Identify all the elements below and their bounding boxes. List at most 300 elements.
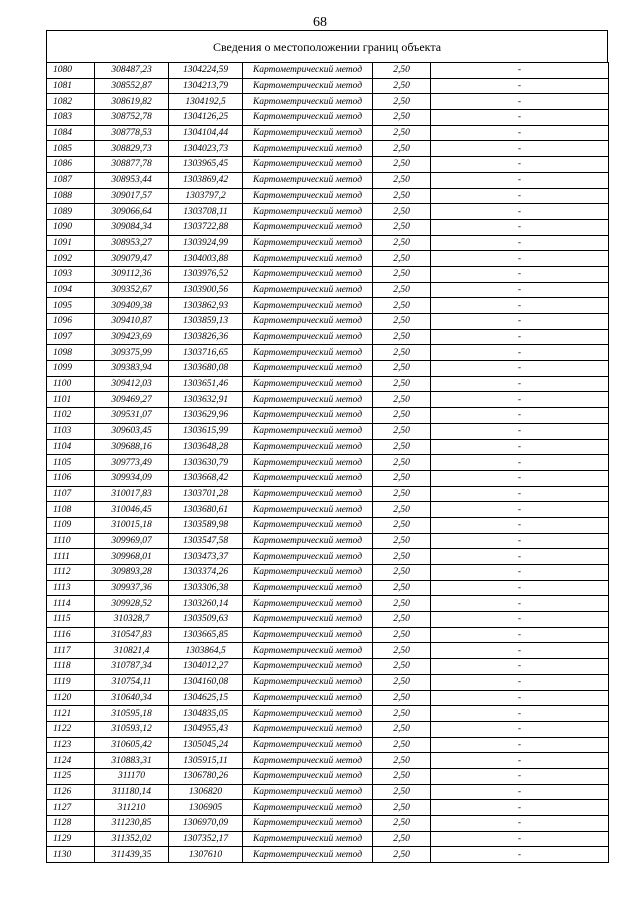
description-cell: - [431, 298, 609, 314]
accuracy-cell: 2,50 [373, 800, 431, 816]
y-coordinate-cell: 1303859,13 [169, 314, 243, 330]
table-row [47, 423, 609, 439]
y-coordinate-cell: 1304023,73 [169, 141, 243, 157]
accuracy-cell: 2,50 [373, 753, 431, 769]
description-cell: - [431, 800, 609, 816]
page-number: 68 [313, 15, 327, 30]
y-coordinate-cell: 1303629,96 [169, 408, 243, 424]
table-row [47, 282, 609, 298]
method-cell: Картометрический метод [243, 706, 373, 722]
point-number-cell: 1084 [47, 125, 95, 141]
table-row [47, 768, 609, 784]
accuracy-cell: 2,50 [373, 204, 431, 220]
table-row [47, 784, 609, 800]
accuracy-cell: 2,50 [373, 470, 431, 486]
method-cell: Картометрический метод [243, 172, 373, 188]
table-row [47, 376, 609, 392]
point-number-cell: 1101 [47, 392, 95, 408]
description-cell: - [431, 565, 609, 581]
description-cell: - [431, 659, 609, 675]
method-cell: Картометрический метод [243, 690, 373, 706]
y-coordinate-cell: 1304012,27 [169, 659, 243, 675]
y-coordinate-cell: 1305045,24 [169, 737, 243, 753]
table-row [47, 188, 609, 204]
accuracy-cell: 2,50 [373, 455, 431, 471]
method-cell: Картометрический метод [243, 439, 373, 455]
y-coordinate-cell: 1303976,52 [169, 266, 243, 282]
description-cell: - [431, 847, 609, 863]
table-row [47, 219, 609, 235]
accuracy-cell: 2,50 [373, 847, 431, 863]
x-coordinate-cell: 309968,01 [95, 549, 169, 565]
point-number-cell: 1130 [47, 847, 95, 863]
description-cell: - [431, 816, 609, 832]
method-cell: Картометрический метод [243, 486, 373, 502]
method-cell: Картометрический метод [243, 565, 373, 581]
description-cell: - [431, 470, 609, 486]
x-coordinate-cell: 310017,83 [95, 486, 169, 502]
y-coordinate-cell: 1303632,91 [169, 392, 243, 408]
table-row [47, 172, 609, 188]
x-coordinate-cell: 309375,99 [95, 345, 169, 361]
x-coordinate-cell: 310015,18 [95, 517, 169, 533]
x-coordinate-cell: 309969,07 [95, 533, 169, 549]
accuracy-cell: 2,50 [373, 784, 431, 800]
point-number-cell: 1094 [47, 282, 95, 298]
description-cell: - [431, 392, 609, 408]
accuracy-cell: 2,50 [373, 533, 431, 549]
accuracy-cell: 2,50 [373, 549, 431, 565]
x-coordinate-cell: 308619,82 [95, 94, 169, 110]
description-cell: - [431, 706, 609, 722]
x-coordinate-cell: 309934,09 [95, 470, 169, 486]
table-body [47, 63, 609, 863]
accuracy-cell: 2,50 [373, 565, 431, 581]
table-row [47, 110, 609, 126]
point-number-cell: 1120 [47, 690, 95, 706]
y-coordinate-cell: 1304625,15 [169, 690, 243, 706]
point-number-cell: 1104 [47, 439, 95, 455]
table-row [47, 690, 609, 706]
x-coordinate-cell: 311439,35 [95, 847, 169, 863]
x-coordinate-cell: 308487,23 [95, 63, 169, 79]
accuracy-cell: 2,50 [373, 78, 431, 94]
method-cell: Картометрический метод [243, 674, 373, 690]
point-number-cell: 1126 [47, 784, 95, 800]
point-number-cell: 1121 [47, 706, 95, 722]
table-row [47, 737, 609, 753]
table-row [47, 847, 609, 863]
description-cell: - [431, 753, 609, 769]
x-coordinate-cell: 310605,42 [95, 737, 169, 753]
x-coordinate-cell: 309352,67 [95, 282, 169, 298]
accuracy-cell: 2,50 [373, 816, 431, 832]
y-coordinate-cell: 1303965,45 [169, 157, 243, 173]
description-cell: - [431, 784, 609, 800]
point-number-cell: 1105 [47, 455, 95, 471]
accuracy-cell: 2,50 [373, 63, 431, 79]
y-coordinate-cell: 1303869,42 [169, 172, 243, 188]
x-coordinate-cell: 309412,03 [95, 376, 169, 392]
accuracy-cell: 2,50 [373, 721, 431, 737]
y-coordinate-cell: 1303306,38 [169, 580, 243, 596]
y-coordinate-cell: 1303708,11 [169, 204, 243, 220]
y-coordinate-cell: 1304192,5 [169, 94, 243, 110]
point-number-cell: 1096 [47, 314, 95, 330]
x-coordinate-cell: 311180,14 [95, 784, 169, 800]
table-row [47, 517, 609, 533]
point-number-cell: 1093 [47, 266, 95, 282]
table-row [47, 266, 609, 282]
table-row [47, 831, 609, 847]
point-number-cell: 1110 [47, 533, 95, 549]
method-cell: Картометрический метод [243, 549, 373, 565]
description-cell: - [431, 125, 609, 141]
table-row [47, 502, 609, 518]
table-row [47, 157, 609, 173]
point-number-cell: 1119 [47, 674, 95, 690]
x-coordinate-cell: 309928,52 [95, 596, 169, 612]
y-coordinate-cell: 1306970,09 [169, 816, 243, 832]
x-coordinate-cell: 308552,87 [95, 78, 169, 94]
boundary-table-container [46, 30, 608, 863]
method-cell: Картометрический метод [243, 800, 373, 816]
accuracy-cell: 2,50 [373, 408, 431, 424]
point-number-cell: 1100 [47, 376, 95, 392]
x-coordinate-cell: 310883,31 [95, 753, 169, 769]
table-row [47, 580, 609, 596]
table-row [47, 627, 609, 643]
method-cell: Картометрический метод [243, 329, 373, 345]
accuracy-cell: 2,50 [373, 627, 431, 643]
accuracy-cell: 2,50 [373, 612, 431, 628]
table-row [47, 125, 609, 141]
accuracy-cell: 2,50 [373, 423, 431, 439]
description-cell: - [431, 502, 609, 518]
method-cell: Картометрический метод [243, 235, 373, 251]
y-coordinate-cell: 1306905 [169, 800, 243, 816]
description-cell: - [431, 549, 609, 565]
x-coordinate-cell: 309531,07 [95, 408, 169, 424]
table-row [47, 361, 609, 377]
accuracy-cell: 2,50 [373, 298, 431, 314]
table-row [47, 659, 609, 675]
table-row [47, 345, 609, 361]
accuracy-cell: 2,50 [373, 172, 431, 188]
method-cell: Картометрический метод [243, 345, 373, 361]
x-coordinate-cell: 310046,45 [95, 502, 169, 518]
point-number-cell: 1082 [47, 94, 95, 110]
point-number-cell: 1091 [47, 235, 95, 251]
accuracy-cell: 2,50 [373, 345, 431, 361]
x-coordinate-cell: 308829,73 [95, 141, 169, 157]
description-cell: - [431, 172, 609, 188]
y-coordinate-cell: 1303826,36 [169, 329, 243, 345]
point-number-cell: 1125 [47, 768, 95, 784]
point-number-cell: 1122 [47, 721, 95, 737]
accuracy-cell: 2,50 [373, 831, 431, 847]
method-cell: Картометрический метод [243, 831, 373, 847]
point-number-cell: 1086 [47, 157, 95, 173]
accuracy-cell: 2,50 [373, 737, 431, 753]
point-number-cell: 1111 [47, 549, 95, 565]
accuracy-cell: 2,50 [373, 110, 431, 126]
point-number-cell: 1109 [47, 517, 95, 533]
y-coordinate-cell: 1303797,2 [169, 188, 243, 204]
method-cell: Картометрический метод [243, 141, 373, 157]
x-coordinate-cell: 311352,02 [95, 831, 169, 847]
table-row [47, 674, 609, 690]
point-number-cell: 1089 [47, 204, 95, 220]
description-cell: - [431, 94, 609, 110]
point-number-cell: 1117 [47, 643, 95, 659]
y-coordinate-cell: 1303900,56 [169, 282, 243, 298]
point-number-cell: 1115 [47, 612, 95, 628]
method-cell: Картометрический метод [243, 204, 373, 220]
table-row [47, 298, 609, 314]
description-cell: - [431, 408, 609, 424]
description-cell: - [431, 517, 609, 533]
y-coordinate-cell: 1303473,37 [169, 549, 243, 565]
x-coordinate-cell: 310595,18 [95, 706, 169, 722]
point-number-cell: 1102 [47, 408, 95, 424]
y-coordinate-cell: 1304160,08 [169, 674, 243, 690]
description-cell: - [431, 580, 609, 596]
y-coordinate-cell: 1303547,58 [169, 533, 243, 549]
table-row [47, 141, 609, 157]
point-number-cell: 1088 [47, 188, 95, 204]
point-number-cell: 1108 [47, 502, 95, 518]
description-cell: - [431, 345, 609, 361]
point-number-cell: 1085 [47, 141, 95, 157]
method-cell: Картометрический метод [243, 533, 373, 549]
method-cell: Картометрический метод [243, 816, 373, 832]
y-coordinate-cell: 1303668,42 [169, 470, 243, 486]
description-cell: - [431, 768, 609, 784]
method-cell: Картометрический метод [243, 847, 373, 863]
x-coordinate-cell: 310593,12 [95, 721, 169, 737]
point-number-cell: 1127 [47, 800, 95, 816]
accuracy-cell: 2,50 [373, 188, 431, 204]
method-cell: Картометрический метод [243, 502, 373, 518]
accuracy-cell: 2,50 [373, 596, 431, 612]
accuracy-cell: 2,50 [373, 125, 431, 141]
description-cell: - [431, 643, 609, 659]
description-cell: - [431, 204, 609, 220]
method-cell: Картометрический метод [243, 78, 373, 94]
point-number-cell: 1095 [47, 298, 95, 314]
table-row [47, 78, 609, 94]
y-coordinate-cell: 1304835,05 [169, 706, 243, 722]
y-coordinate-cell: 1303680,08 [169, 361, 243, 377]
description-cell: - [431, 219, 609, 235]
method-cell: Картометрический метод [243, 627, 373, 643]
x-coordinate-cell: 308877,78 [95, 157, 169, 173]
x-coordinate-cell: 311170 [95, 768, 169, 784]
method-cell: Картометрический метод [243, 596, 373, 612]
point-number-cell: 1098 [47, 345, 95, 361]
method-cell: Картометрический метод [243, 721, 373, 737]
method-cell: Картометрический метод [243, 376, 373, 392]
accuracy-cell: 2,50 [373, 235, 431, 251]
method-cell: Картометрический метод [243, 298, 373, 314]
description-cell: - [431, 376, 609, 392]
x-coordinate-cell: 309603,45 [95, 423, 169, 439]
x-coordinate-cell: 309066,64 [95, 204, 169, 220]
x-coordinate-cell: 309469,27 [95, 392, 169, 408]
table-row [47, 753, 609, 769]
table-caption: Сведения о местоположении границ объекта [46, 30, 608, 62]
table-row [47, 63, 609, 79]
y-coordinate-cell: 1303651,46 [169, 376, 243, 392]
x-coordinate-cell: 308953,27 [95, 235, 169, 251]
point-number-cell: 1080 [47, 63, 95, 79]
y-coordinate-cell: 1303701,28 [169, 486, 243, 502]
accuracy-cell: 2,50 [373, 219, 431, 235]
x-coordinate-cell: 309409,38 [95, 298, 169, 314]
accuracy-cell: 2,50 [373, 517, 431, 533]
x-coordinate-cell: 310640,34 [95, 690, 169, 706]
method-cell: Картометрический метод [243, 392, 373, 408]
point-number-cell: 1081 [47, 78, 95, 94]
accuracy-cell: 2,50 [373, 251, 431, 267]
table-row [47, 251, 609, 267]
table-row [47, 721, 609, 737]
method-cell: Картометрический метод [243, 125, 373, 141]
x-coordinate-cell: 308953,44 [95, 172, 169, 188]
description-cell: - [431, 596, 609, 612]
x-coordinate-cell: 310328,7 [95, 612, 169, 628]
y-coordinate-cell: 1303864,5 [169, 643, 243, 659]
y-coordinate-cell: 1303680,61 [169, 502, 243, 518]
accuracy-cell: 2,50 [373, 141, 431, 157]
description-cell: - [431, 188, 609, 204]
y-coordinate-cell: 1305915,11 [169, 753, 243, 769]
method-cell: Картометрический метод [243, 768, 373, 784]
method-cell: Картометрический метод [243, 737, 373, 753]
method-cell: Картометрический метод [243, 110, 373, 126]
table-row [47, 314, 609, 330]
x-coordinate-cell: 309112,36 [95, 266, 169, 282]
y-coordinate-cell: 1306780,26 [169, 768, 243, 784]
y-coordinate-cell: 1303615,99 [169, 423, 243, 439]
method-cell: Картометрический метод [243, 753, 373, 769]
x-coordinate-cell: 309383,94 [95, 361, 169, 377]
description-cell: - [431, 78, 609, 94]
y-coordinate-cell: 1304955,43 [169, 721, 243, 737]
x-coordinate-cell: 310821,4 [95, 643, 169, 659]
method-cell: Картометрический метод [243, 580, 373, 596]
accuracy-cell: 2,50 [373, 439, 431, 455]
y-coordinate-cell: 1304126,25 [169, 110, 243, 126]
table-row [47, 329, 609, 345]
table-row [47, 643, 609, 659]
accuracy-cell: 2,50 [373, 768, 431, 784]
description-cell: - [431, 361, 609, 377]
method-cell: Картометрический метод [243, 612, 373, 628]
description-cell: - [431, 674, 609, 690]
method-cell: Картометрический метод [243, 517, 373, 533]
description-cell: - [431, 63, 609, 79]
description-cell: - [431, 266, 609, 282]
table-row [47, 204, 609, 220]
point-number-cell: 1106 [47, 470, 95, 486]
point-number-cell: 1114 [47, 596, 95, 612]
y-coordinate-cell: 1303924,99 [169, 235, 243, 251]
point-number-cell: 1092 [47, 251, 95, 267]
description-cell: - [431, 831, 609, 847]
y-coordinate-cell: 1307610 [169, 847, 243, 863]
table-row [47, 235, 609, 251]
table-row [47, 533, 609, 549]
accuracy-cell: 2,50 [373, 486, 431, 502]
method-cell: Картометрический метод [243, 784, 373, 800]
description-cell: - [431, 612, 609, 628]
table-row [47, 596, 609, 612]
y-coordinate-cell: 1303509,63 [169, 612, 243, 628]
point-number-cell: 1118 [47, 659, 95, 675]
table-row [47, 565, 609, 581]
y-coordinate-cell: 1303374,26 [169, 565, 243, 581]
y-coordinate-cell: 1303648,28 [169, 439, 243, 455]
y-coordinate-cell: 1304003,88 [169, 251, 243, 267]
method-cell: Картометрический метод [243, 251, 373, 267]
table-row [47, 816, 609, 832]
point-number-cell: 1099 [47, 361, 95, 377]
x-coordinate-cell: 309084,34 [95, 219, 169, 235]
x-coordinate-cell: 309688,16 [95, 439, 169, 455]
table-row [47, 549, 609, 565]
method-cell: Картометрический метод [243, 188, 373, 204]
accuracy-cell: 2,50 [373, 266, 431, 282]
x-coordinate-cell: 309893,28 [95, 565, 169, 581]
y-coordinate-cell: 1304104,44 [169, 125, 243, 141]
x-coordinate-cell: 309410,87 [95, 314, 169, 330]
description-cell: - [431, 157, 609, 173]
x-coordinate-cell: 310787,34 [95, 659, 169, 675]
point-number-cell: 1090 [47, 219, 95, 235]
x-coordinate-cell: 309773,49 [95, 455, 169, 471]
method-cell: Картометрический метод [243, 94, 373, 110]
accuracy-cell: 2,50 [373, 659, 431, 675]
point-number-cell: 1112 [47, 565, 95, 581]
y-coordinate-cell: 1303260,14 [169, 596, 243, 612]
point-number-cell: 1123 [47, 737, 95, 753]
description-cell: - [431, 282, 609, 298]
table-row [47, 94, 609, 110]
y-coordinate-cell: 1306820 [169, 784, 243, 800]
method-cell: Картометрический метод [243, 219, 373, 235]
x-coordinate-cell: 309017,57 [95, 188, 169, 204]
method-cell: Картометрический метод [243, 408, 373, 424]
method-cell: Картометрический метод [243, 423, 373, 439]
y-coordinate-cell: 1304213,79 [169, 78, 243, 94]
method-cell: Картометрический метод [243, 643, 373, 659]
y-coordinate-cell: 1303862,93 [169, 298, 243, 314]
table-row [47, 612, 609, 628]
x-coordinate-cell: 308778,53 [95, 125, 169, 141]
point-number-cell: 1097 [47, 329, 95, 345]
y-coordinate-cell: 1303665,85 [169, 627, 243, 643]
description-cell: - [431, 486, 609, 502]
method-cell: Картометрический метод [243, 157, 373, 173]
point-number-cell: 1113 [47, 580, 95, 596]
y-coordinate-cell: 1303589,98 [169, 517, 243, 533]
x-coordinate-cell: 308752,78 [95, 110, 169, 126]
description-cell: - [431, 721, 609, 737]
method-cell: Картометрический метод [243, 314, 373, 330]
point-number-cell: 1116 [47, 627, 95, 643]
